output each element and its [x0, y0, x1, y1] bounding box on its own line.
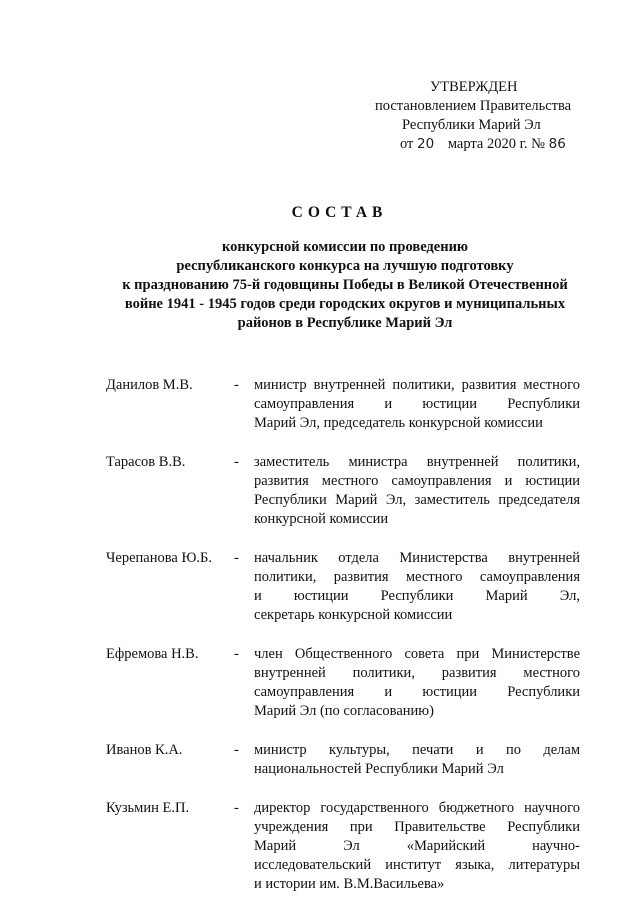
role-line: конкурсной комиссии [254, 511, 389, 527]
member-entry [106, 453, 581, 529]
member-dash: - [234, 550, 239, 566]
document-number: 86 [548, 136, 566, 152]
member-name: Черепанова Ю.Б. [106, 550, 212, 566]
approval-date [372, 135, 612, 154]
member-name: Тарасов В.В. [106, 454, 186, 470]
role-line: развития местного самоуправления и юстиции [254, 473, 580, 489]
approval-block [372, 78, 612, 154]
member-entry [106, 376, 581, 433]
document-heading: СОСТАВ [291, 204, 388, 221]
member-role [254, 741, 580, 779]
date-rest: марта 2020 г. № [447, 136, 546, 152]
member-entry [106, 645, 581, 721]
member-name: Данилов М.В. [106, 377, 193, 393]
role-line: директор государственного бюджетного научного [254, 800, 580, 816]
member-dash: - [234, 646, 239, 662]
role-line: Республики Марий Эл, заместитель председателя [254, 492, 580, 508]
subtitle-line: конкурсной комиссии по проведению [222, 239, 468, 255]
member-entry [106, 799, 581, 894]
subtitle-line: районов в Республике Марий Эл [237, 315, 453, 331]
role-line: учреждения при Правительстве Республики [254, 819, 580, 835]
member-role [254, 645, 580, 721]
date-day: 20 [417, 136, 435, 152]
member-dash: - [234, 742, 239, 758]
role-line: секретарь конкурсной комиссии [254, 607, 453, 623]
member-dash: - [234, 454, 239, 470]
member-role [254, 799, 580, 894]
member-dash: - [234, 800, 239, 816]
date-prefix: от [400, 136, 414, 152]
member-entry [106, 741, 581, 779]
role-line: член Общественного совета при Министерстве [254, 646, 580, 662]
role-line: внутренней политики, развития местного [254, 665, 580, 681]
role-line: политики, развития местного самоуправления [254, 569, 580, 585]
approval-republic: Республики Марий Эл [402, 117, 541, 133]
role-line: самоуправления и юстиции Республики [254, 684, 580, 700]
member-name: Ефремова Н.В. [106, 646, 199, 662]
role-line: заместитель министра внутренней политики, [254, 454, 580, 470]
role-line: национальностей Республики Марий Эл [254, 761, 504, 777]
role-line: министр культуры, печати и по делам [254, 742, 580, 758]
role-line: Марий Эл «Марийский научно- [254, 838, 580, 854]
members-list [106, 376, 581, 894]
member-name: Иванов К.А. [106, 742, 183, 758]
subtitle-line: войне 1941 - 1945 годов среди городских округов и муниципальных [124, 296, 566, 312]
member-entry [106, 549, 581, 625]
subtitle-line: к празднованию 75-й годовщины Победы в Великой Отечественной [122, 277, 568, 293]
member-role [254, 453, 580, 529]
role-line: Марий Эл, председатель конкурсной комиссии [254, 415, 543, 431]
role-line: и юстиции Республики Марий Эл, [254, 588, 580, 604]
approval-title: УТВЕРЖДЕН [430, 79, 518, 95]
role-line: начальник отдела Министерства внутренней [254, 550, 580, 566]
role-line: Марий Эл (по согласованию) [254, 703, 434, 719]
member-role [254, 549, 580, 625]
approval-resolution: постановлением Правительства [375, 98, 572, 114]
member-name: Кузьмин Е.П. [106, 800, 190, 816]
member-dash: - [234, 377, 239, 393]
role-line: министр внутренней политики, развития местного [254, 377, 580, 393]
role-line: исследовательский институт языка, литературы [254, 857, 580, 873]
subtitle-line: республиканского конкурса на лучшую подготовку [176, 258, 514, 274]
role-line: и истории им. В.М.Васильева» [254, 876, 445, 892]
member-role [254, 376, 580, 433]
document-subtitle [95, 238, 595, 333]
role-line: самоуправления и юстиции Республики [254, 396, 580, 412]
